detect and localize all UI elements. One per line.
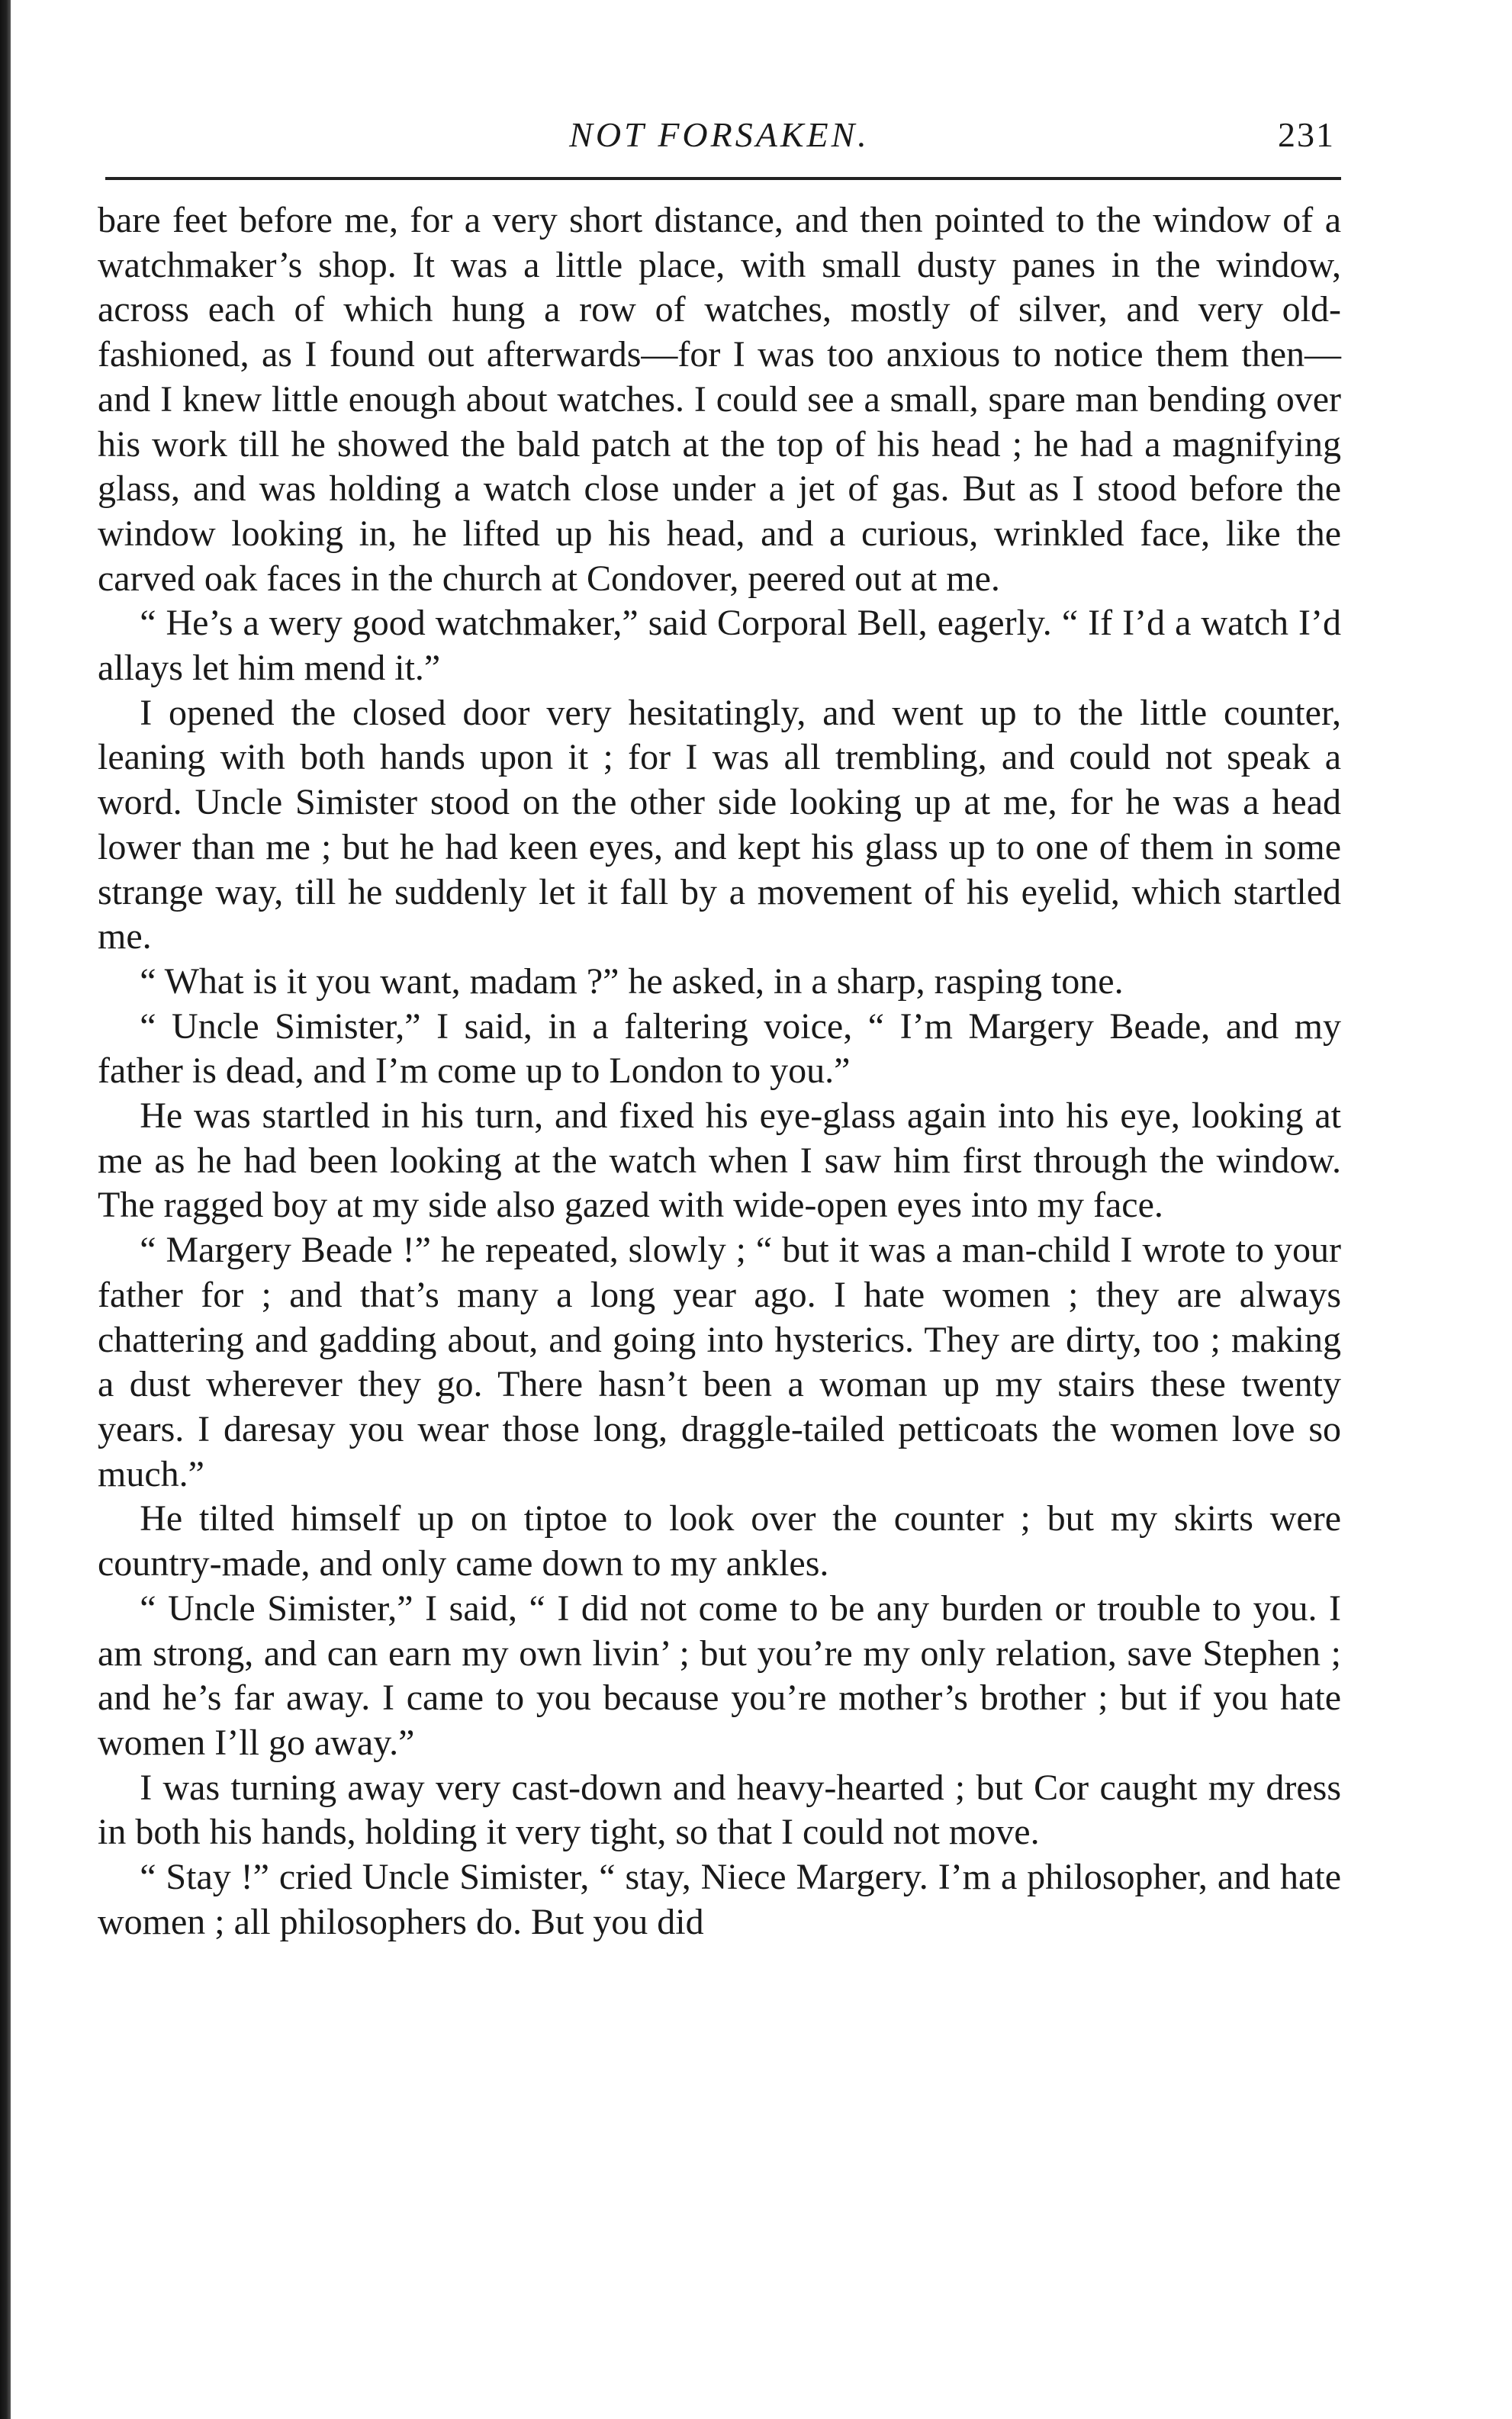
header-rule xyxy=(105,177,1341,180)
paragraph: He tilted himself up on tiptoe to look over the counter ; but my skirts were country-made, and only came down to my ankles. xyxy=(98,1498,1341,1584)
page-number: 231 xyxy=(1278,115,1335,154)
paragraph: “ Uncle Simister,” I said, in a faltering voice, “ I’m Margery Beade, and my father is dead, and I’m come up to London to you.” xyxy=(98,1005,1341,1092)
paragraph: I was turning away very cast-down and heavy-hearted ; but Cor caught my dress in both his hands, holding it very tight, so that I could not move. xyxy=(98,1767,1341,1853)
paragraph: “ Uncle Simister,” I said, “ I did not come to be any burden or trouble to you. I am strong, and can earn my own livin’ ; but you’re my only relation, save Stephen ; and he’s far away. I came to you because you’re mother’s brother ; but if you hate women I’ll go away.” xyxy=(98,1587,1341,1763)
paragraph: I opened the closed door very hesitatingly, and went up to the little counter, leaning with both hands upon it ; for I was all trembling, and could not speak a word. Uncle Simister stood on the other side looking up at me, for he was a head lower than me ; but he had keen eyes, and kept his glass up to one of them in some strange way, till he suddenly let it fall by a movement of his eyelid, which startled me. xyxy=(98,692,1341,957)
paragraph: “ Margery Beade !” he repeated, slowly ; “ but it was a man-child I wrote to your father for ; and that’s many a long year ago. I hate women ; they are always chattering and gadding about, and going into hysterics. They are dirty, too ; making a dust wherever they go. There hasn’t been a woman up my stairs these twenty years. I daresay you wear those long, draggle-tailed petticoats the women love so much.” xyxy=(98,1230,1341,1494)
paragraph: “ He’s a wery good watchmaker,” said Corporal Bell, eagerly. “ If I’d a watch I’d allays let him mend it.” xyxy=(98,603,1341,689)
running-head xyxy=(98,114,1341,160)
paragraph: He was startled in his turn, and fixed his eye-glass again into his eye, looking at me as he had been looking at the watch when I saw him first through the window. The ragged boy at my side also gazed with wide-open eyes into my face. xyxy=(98,1095,1341,1226)
paragraph: “ What is it you want, madam ?” he asked, in a sharp, rasping tone. xyxy=(140,960,1124,1002)
running-title: NOT FORSAKEN. xyxy=(569,115,870,154)
book-page xyxy=(98,114,1341,1945)
text-body xyxy=(98,198,1341,1945)
scan-edge xyxy=(0,0,11,2419)
paragraph: “ Stay !” cried Uncle Simister, “ stay, Niece Margery. I’m a philosopher, and hate women ; all philosophers do. But you did xyxy=(98,1857,1341,1942)
paragraph-continued: bare feet before me, for a very short distance, and then pointed to the window of a watchmaker’s shop. It was a little place, with small dusty panes in the window, across each of which hung a row of watches, mostly of silver, and very old-fashioned, as I found out afterwards—for I was too anxious to notice them then—and I knew little enough about watches. I could see a small, spare man bending over his work till he showed the bald patch at the top of his head ; he had a magnifying glass, and was holding a watch close under a jet of gas. But as I stood before the window looking in, he lifted up his head, and a curious, wrinkled face, like the carved oak faces in the church at Condover, peered out at me. xyxy=(98,200,1341,599)
